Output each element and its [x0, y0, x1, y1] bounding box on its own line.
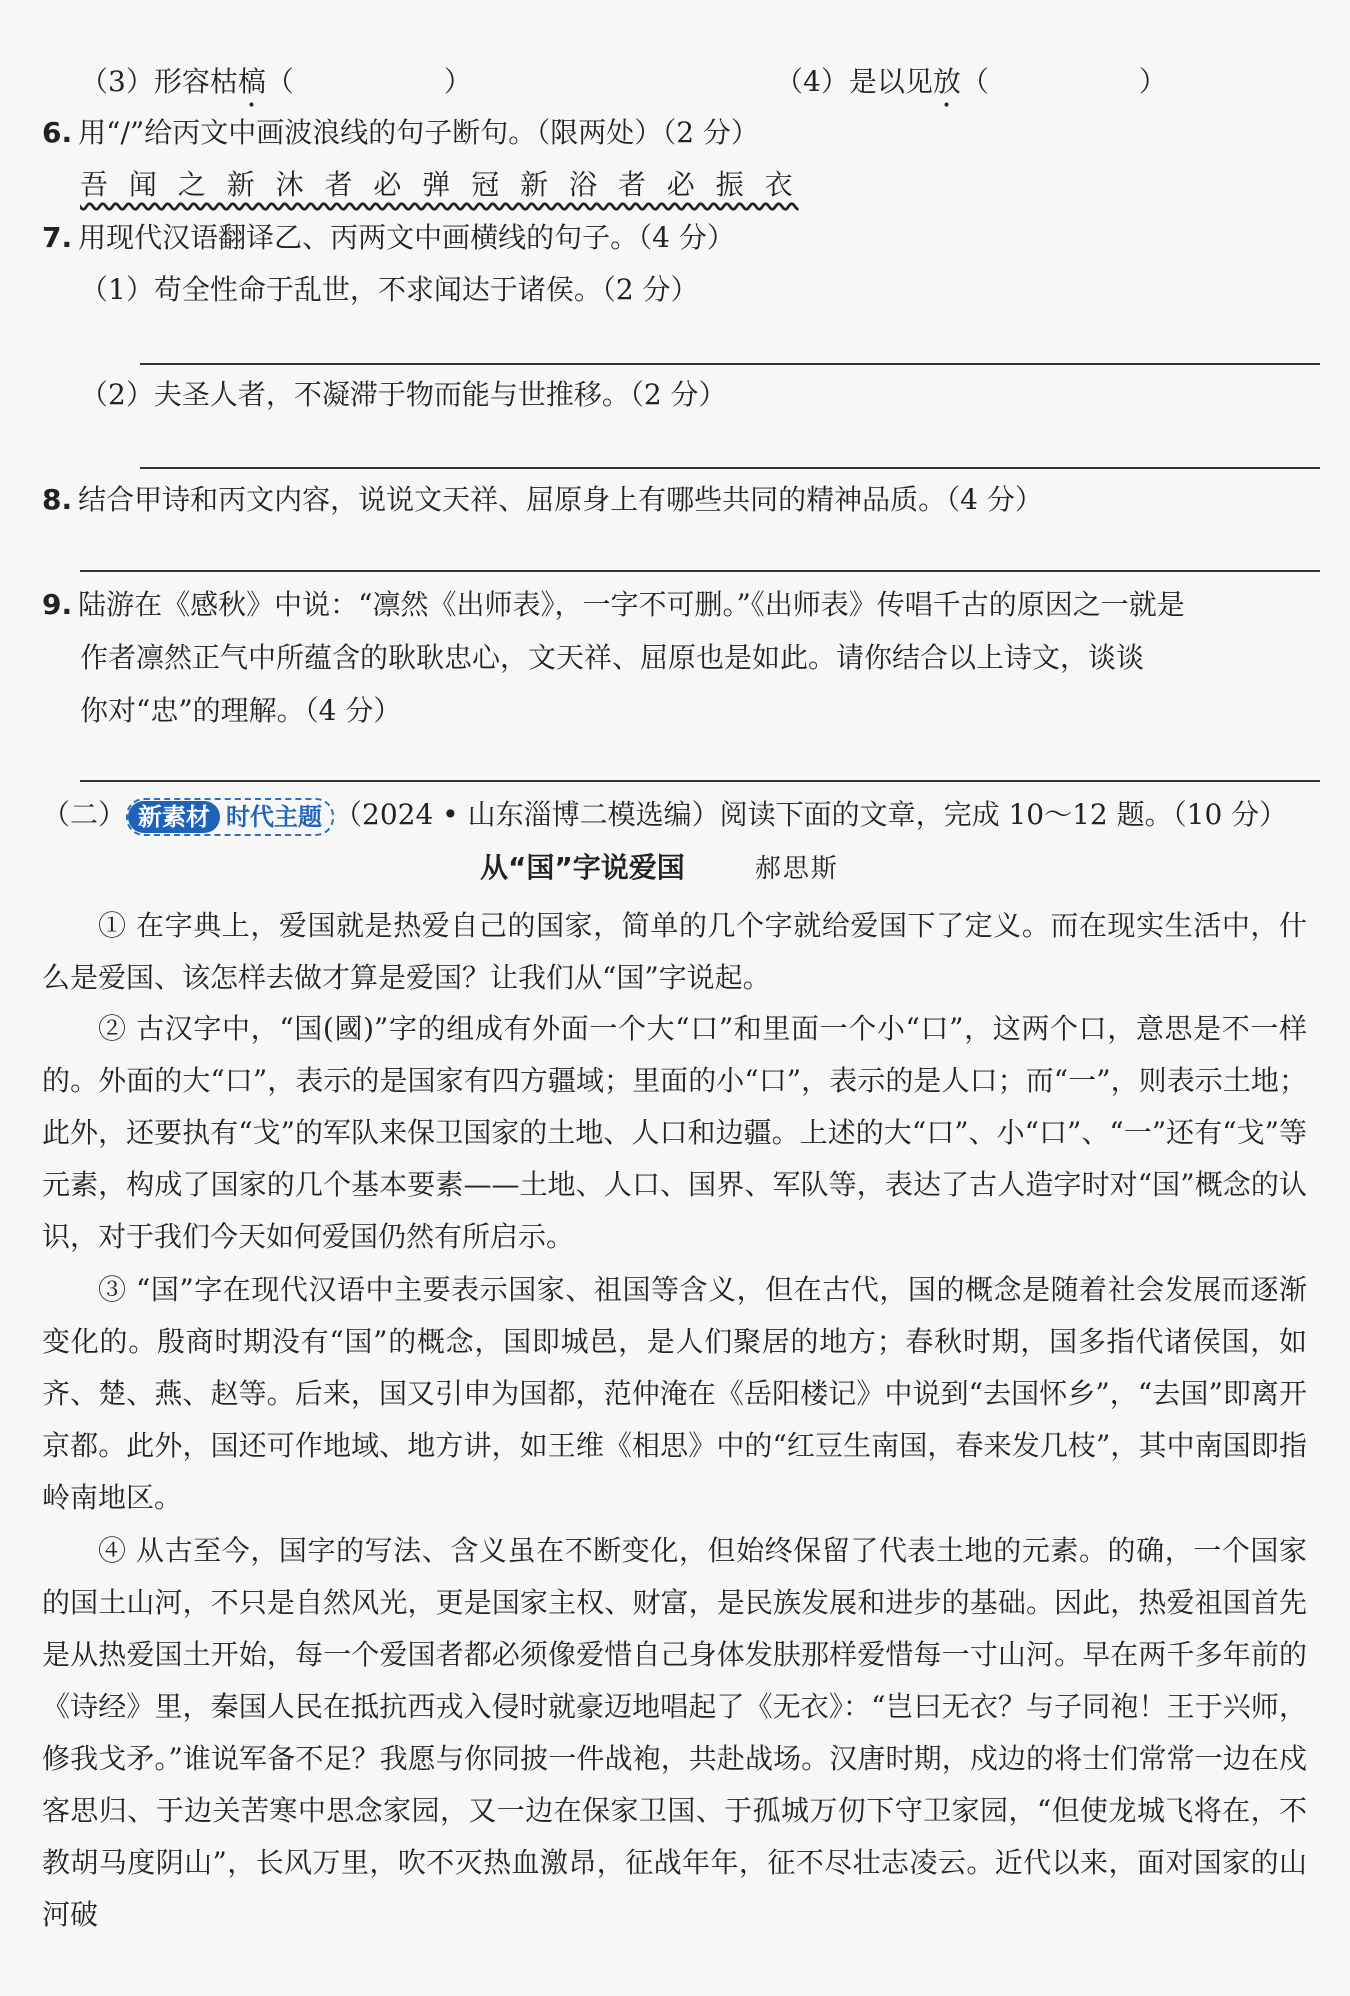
section-label: （二） [42, 798, 127, 831]
question-text: 陆游在《感秋》中说：“凛然《出师表》，一字不可删。”《出师表》传唱千古的原因之一就是 [78, 588, 1185, 621]
question-8 [42, 480, 1043, 520]
q7-sub2: （2）夫圣人者，不凝滞于物而能与世推移。（2 分） [80, 378, 727, 411]
badge-new-material: 新素材 [128, 801, 220, 833]
question-number: 7. [42, 221, 73, 254]
article-author: 郝思斯 [754, 854, 839, 884]
question-text: 结合甲诗和丙文内容，说说文天祥、屈原身上有哪些共同的精神品质。（4 分） [78, 483, 1043, 516]
question-number: 6. [42, 116, 73, 149]
q5-item3-text: （3）形容枯槁（ [80, 65, 294, 98]
question-text: 用现代汉语翻译乙、丙两文中画横线的句子。（4 分） [78, 221, 735, 254]
q5-item4-close: ） [1138, 65, 1167, 98]
q5-item3-close: ） [443, 65, 472, 98]
article-paragraph-3: ③ “国”字在现代汉语中主要表示国家、祖国等含义，但在古代，国的概念是随着社会发展而逐渐变化的。殷商时期没有“国”的概念，国即城邑，是人们聚居的地方；春秋时期，国多指代诸侯国，如齐、楚、燕、赵等。后来，国又引申为国都，范仲淹在《岳阳楼记》中说到“去国怀乡”，“去国”即离开京都。此外，国还可作地域、地方讲，如王维《相思》中的“红豆生南国，春来发几枝”，其中南国即指岭南地区。 [42, 1273, 1307, 1514]
question-6 [42, 113, 759, 153]
question-number: 8. [42, 483, 73, 516]
q7-sub1: （1）苟全性命于乱世，不求闻达于诸侯。（2 分） [80, 273, 699, 306]
question-9 [42, 585, 1185, 625]
emphasized-character: 槁 [237, 65, 266, 98]
answer-line[interactable] [80, 570, 1320, 572]
answer-line[interactable] [140, 363, 1320, 365]
answer-line[interactable] [140, 467, 1320, 469]
article-paragraph-1: ① 在字典上，爱国就是热爱自己的国家，简单的几个字就给爱国下了定义。而在现实生活中，什么是爱国、该怎样去做才算是爱国？让我们从“国”字说起。 [42, 909, 1307, 994]
article-title: 从“国”字说爱国 [480, 851, 685, 884]
badge-theme: 时代主题 [226, 802, 323, 831]
q6-sentence: 吾 闻 之 新 沐 者 必 弹 冠 新 浴 者 必 振 衣 [80, 168, 799, 201]
answer-line[interactable] [80, 780, 1320, 782]
q5-item4-text: （4）是以见放（ [775, 65, 989, 98]
emphasized-character: 放 [932, 65, 961, 98]
question-7 [42, 218, 735, 258]
q5-item4 [775, 62, 1167, 114]
section-instruction: （2024 • 山东淄博二模选编）阅读下面的文章，完成 10～12 题。（10 分） [334, 798, 1288, 831]
q5-item3 [80, 62, 472, 114]
question-number: 9. [42, 588, 73, 621]
question-text: 用“/”给丙文中画波浪线的句子断句。（限两处）（2 分） [78, 116, 759, 149]
article-paragraph-2: ② 古汉字中，“国(國)”字的组成有外面一个大“口”和里面一个小“口”，这两个口，意思是不一样的。外面的大“口”，表示的是国家有四方疆域；里面的小“口”，表示的是人口；而“一”，则表示土地；此外，还要执有“戈”的军队来保卫国家的土地、人口和边疆。上述的大“口”、小“口”、“一”还有“戈”等元素，构成了国家的几个基本要素——土地、人口、国界、军队等，表达了古人造字时对“国”概念的认识，对于我们今天如何爱国仍然有所启示。 [42, 1012, 1307, 1253]
q9-line2: 作者凛然正气中所蕴含的耿耿忠心，文天祥、屈原也是如此。请你结合以上诗文，谈谈 [80, 641, 1145, 674]
article-paragraph-4: ④ 从古至今，国字的写法、含义虽在不断变化，但始终保留了代表土地的元素。的确，一个国家的国土山河，不只是自然风光，更是国家主权、财富，是民族发展和进步的基础。因此，热爱祖国首先是从热爱国土开始，每一个爱国者都必须像爱惜自己身体发肤那样爱惜每一寸山河。早在两千多年前的《诗经》里，秦国人民在抵抗西戎入侵时就豪迈地唱起了《无衣》：“岂曰无衣？与子同袍！王于兴师，修我戈矛。”谁说军备不足？我愿与你同披一件战袍，共赴战场。汉唐时期，戍边的将士们常常一边在戍客思归、于边关苦寒中思念家园，又一边在保家卫国、于孤城万仞下守卫家园，“但使龙城飞将在，不教胡马度阴山”，长风万里，吹不灭热血激昂，征战年年，征不尽壮志凌云。近代以来，面对国家的山河破 [42, 1534, 1307, 1931]
article-heading [480, 848, 839, 889]
q9-line3: 你对“忠”的理解。（4 分） [80, 694, 402, 727]
section-2-header [42, 795, 1287, 836]
topic-badge [126, 798, 334, 836]
